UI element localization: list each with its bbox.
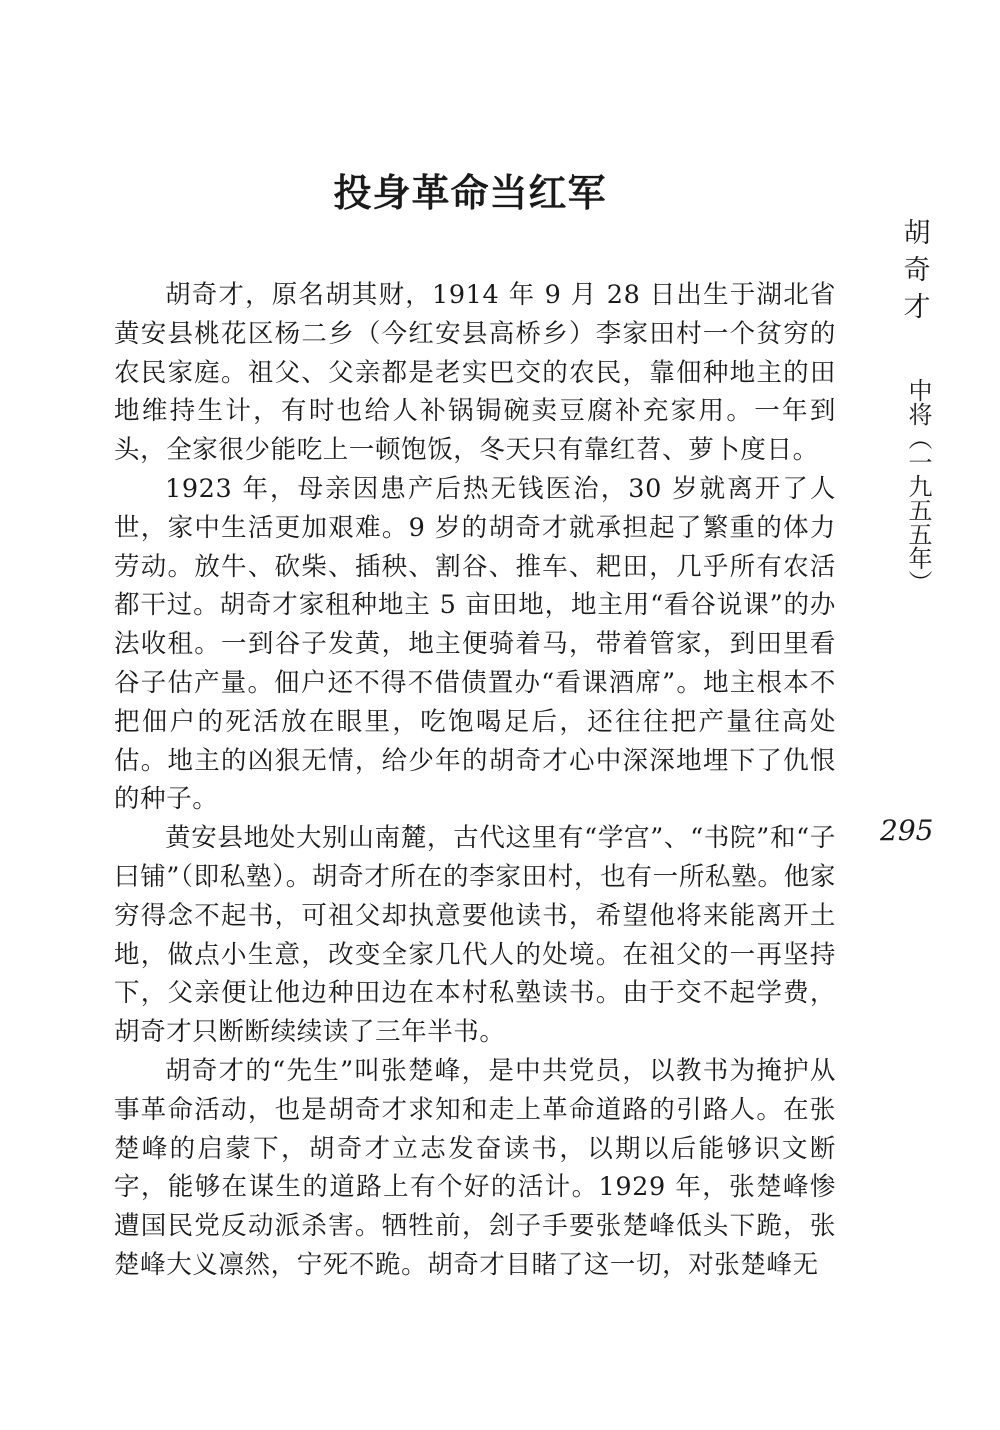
body-text <box>114 276 836 1285</box>
paragraph: 1923 年，母亲因患产后热无钱医治，30 岁就离开了人世，家中生活更加艰难。9 岁的胡奇才就承担起了繁重的体力劳动。放牛、砍柴、插秧、割谷、推车、耙田，几乎所有农活都干过。胡奇才家租种地主 5 亩田地，地主用“看谷说课”的办法收租。一到谷子发黄，地主便骑着马，带着管家，到田里看谷子估产量。佃户还不得不借债置办“看课酒席”。地主根本不把佃户的死活放在眼里，吃饱喝足后，还往往把产量往高处估。地主的凶狠无情，给少年的胡奇才心中深深地埋下了仇恨的种子。 <box>114 473 836 815</box>
side-margin-rank: 中将（一九五五年） <box>904 378 932 594</box>
side-name-char: 才 <box>903 292 931 323</box>
chapter-title: 投身革命当红军 <box>333 171 607 215</box>
page-number: 295 <box>880 814 934 847</box>
side-name-char: 胡 <box>903 218 931 249</box>
paragraph: 胡奇才，原名胡其财，1914 年 9 月 28 日出生于湖北省黄安县桃花区杨二乡（今红安县高桥乡）李家田村一个贫穷的农民家庭。祖父、父亲都是老实巴交的农民，靠佃种地主的田地维持生计，有时也给人补锅锔碗卖豆腐补充家用。一年到头，全家很少能吃上一顿饱饭，冬天只有靠红苕、萝卜度日。 <box>114 280 836 466</box>
paragraph: 黄安县地处大别山南麓，古代这里有“学宫”、“书院”和“子曰铺”（即私塾）。胡奇才所在的李家田村，也有一所私塾。他家穷得念不起书，可祖父却执意要他读书，希望他将来能离开土地，做点小生意，改变全家几代人的处境。在祖父的一再坚持下，父亲便让他边种田边在本村私塾读书。由于交不起学费，胡奇才只断断续续读了三年半书。 <box>114 823 836 1048</box>
side-margin-name <box>902 215 932 326</box>
paragraph: 胡奇才的“先生”叫张楚峰，是中共党员，以教书为掩护从事革命活动，也是胡奇才求知和走上革命道路的引路人。在张楚峰的启蒙下，胡奇才立志发奋读书，以期以后能够识文断字，能够在谋生的道路上有个好的活计。1929 年，张楚峰惨遭国民党反动派杀害。牺牲前，刽子手要张楚峰低头下跪，张楚峰大义凛然，宁死不跪。胡奇才目睹了这一切，对张楚峰无 <box>114 1055 836 1280</box>
side-name-char: 奇 <box>903 255 931 286</box>
